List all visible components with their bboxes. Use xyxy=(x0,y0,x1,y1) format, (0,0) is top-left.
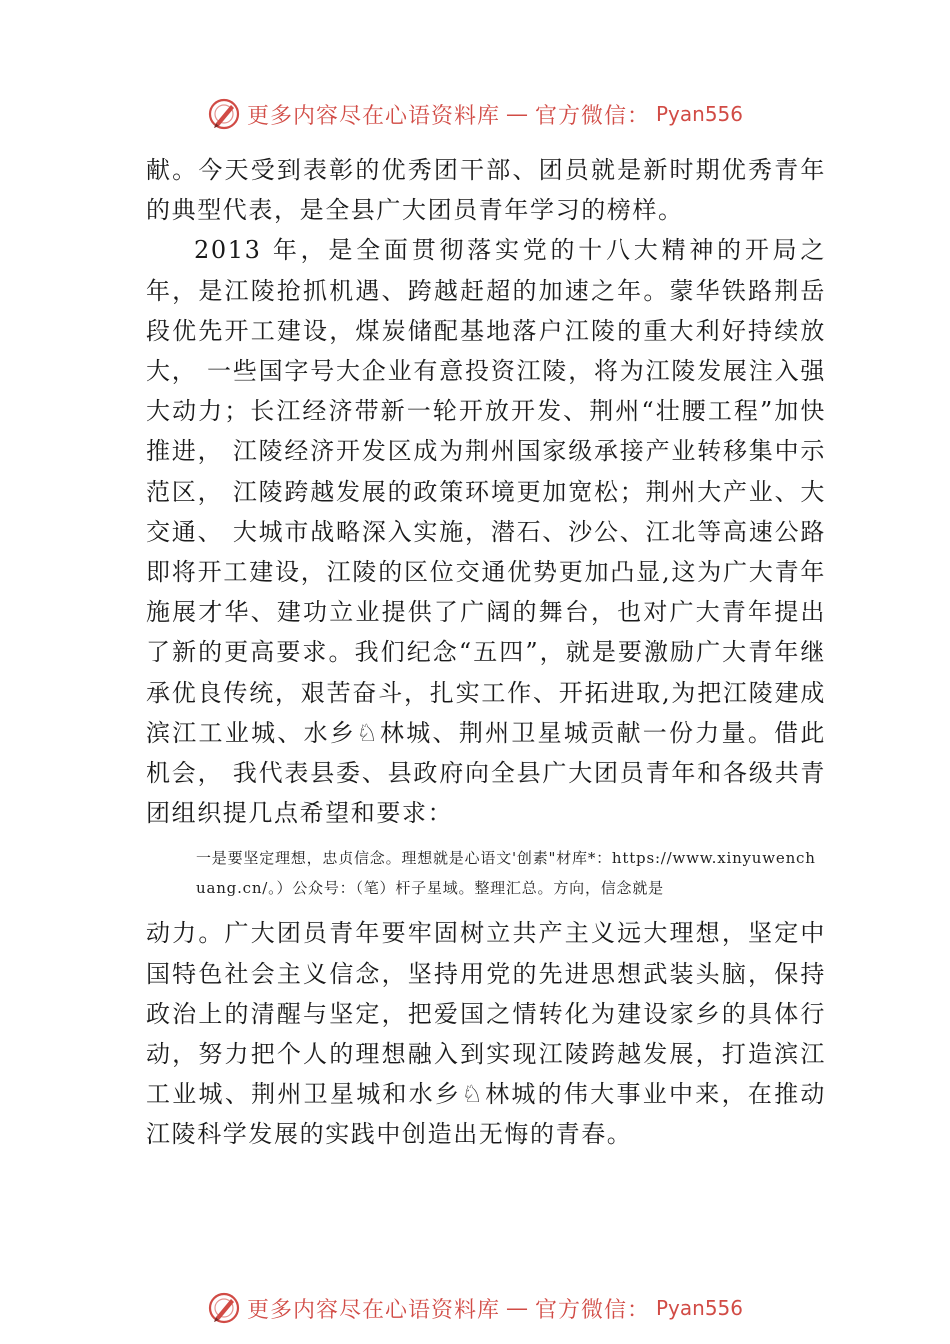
inline-note: 一是要坚定理想，忠贞信念。理想就是心语文'创素"材库*：https://www.xinyuwenchuang.cn/。）公众号：（笔）杆子星域。整理汇总。方向，信念就是 xyxy=(196,849,816,898)
banner-wechat-id: Pyan556 xyxy=(656,102,744,126)
banner-wechat-label: 官方微信： xyxy=(534,1297,650,1323)
paragraph-1: 献。今天受到表彰的优秀团干部、团员就是新时期优秀青年的典型代表，是全县广大团员青年学习的榜样。 xyxy=(146,156,826,225)
document-body xyxy=(146,150,826,1155)
banner-separator: — xyxy=(505,1295,529,1321)
banner-wechat-id: Pyan556 xyxy=(656,1296,744,1320)
pen-circle-logo-icon xyxy=(207,97,241,131)
pen-circle-logo-icon xyxy=(207,1291,241,1325)
footer-banner xyxy=(0,1288,950,1328)
paragraph-2: 2013 年，是全面贯彻落实党的十八大精神的开局之年，是江陵抢抓机遇、跨越赶超的加速之年。蒙华铁路荆岳段优先开工建设，煤炭储配基地落户江陵的重大利好持续放大， 一些国字号大企业有意投资江陵，将为江陵发展注入强大动力；长江经济带新一轮开放开发、荆州“壮腰工程”加快推进， 江陵经济开发区成为荆州国家级承接产业转移集中示范区， 江陵跨越发展的政策环境更加宽松；荆州大产业、大交通、 大城市战略深入实施，潜石、沙公、江北等高速公路即将开工建设，江陵的区位交通优势更加凸显,这为广大青年施展才华、建功立业提供了广阔的舞台，也对广大青年提出了新的更高要求。我们纪念“五四”，就是要激励广大青年继承优良传统，艰苦奋斗，扎实工作、开拓进取,为把江陵建成滨江工业城、水乡♘林城、荆州卫星城贡献一份力量。借此机会， 我代表县委、县政府向全县广大团员青年和各级共青团组织提几点希望和要求： xyxy=(146,236,826,828)
banner-separator: — xyxy=(505,101,529,127)
paragraph-3: 动力。广大团员青年要牢固树立共产主义远大理想，坚定中国特色社会主义信念，坚持用党的先进思想武装头脑，保持政治上的清醒与坚定，把爱国之情转化为建设家乡的具体行动，努力把个人的理想融入到实现江陵跨越发展，打造滨江工业城、荆州卫星城和水乡♘林城的伟大事业中来，在推动江陵科学发展的实践中创造出无悔的青春。 xyxy=(146,919,826,1149)
banner-lead-text: 更多内容尽在心语资料库 xyxy=(246,103,500,129)
banner-lead-text: 更多内容尽在心语资料库 xyxy=(246,1297,500,1323)
banner-wechat-label: 官方微信： xyxy=(534,103,650,129)
header-banner xyxy=(0,94,950,134)
